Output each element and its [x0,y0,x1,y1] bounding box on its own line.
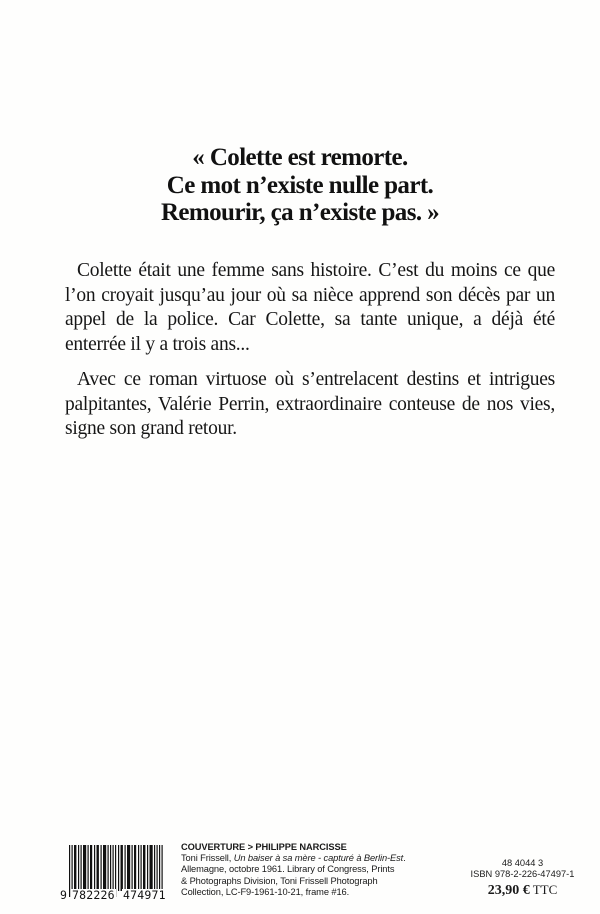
tax-label: TTC [532,882,558,897]
credits-line: Collection, LC-F9-1961-10-21, frame #16. [181,886,350,897]
credits-photo-title-suffix: . [403,853,406,864]
quote-line: Remourir, ça n’existe pas. » [160,199,440,226]
credits-line: & Photographs Division, Toni Frissell Photograph [181,875,378,886]
credits-photo-line [181,853,431,864]
barcode-group-2: 474971 [123,888,166,902]
quote-line: Ce mot n’existe nulle part. [166,171,434,199]
product-code: 48 4044 3 [501,858,544,868]
blurb-paragraph: Colette était une femme sans histoire. C’est du moins ce que l’on croyait jusqu’au jour où sa nièce apprend son décès par un appel de la police. Car Colette, sa tante unique, a déjà été enterrée il y a trois ans... [65,260,555,355]
price [455,881,590,899]
book-blurb [65,259,555,453]
pull-quote [0,144,600,227]
price-block [455,858,590,899]
credits-photo-title: Un baiser à sa mère - capturé à Berlin-Est [233,853,404,864]
credits-photographer: Toni Frissell, [181,853,234,864]
cover-credits [181,842,431,898]
barcode-leading-digit: 9 [60,888,68,902]
barcode-group-1: 782226 [72,888,115,902]
blurb-paragraph: Avec ce roman virtuose où s’entrelacent destins et intrigues palpitantes, Valérie Perrin, extraordinaire conteuse de nos vies, signe son grand retour. [65,369,555,439]
price-amount: 23,90 € [487,883,530,898]
credits-heading: COUVERTURE > PHILIPPE NARCISSE [181,842,347,852]
quote-line: « Colette est remorte. [192,144,408,171]
credits-line: Allemagne, octobre 1961. Library of Congress, Prints [181,864,395,875]
isbn-number: ISBN 978-2-226-47497-1 [470,869,575,879]
